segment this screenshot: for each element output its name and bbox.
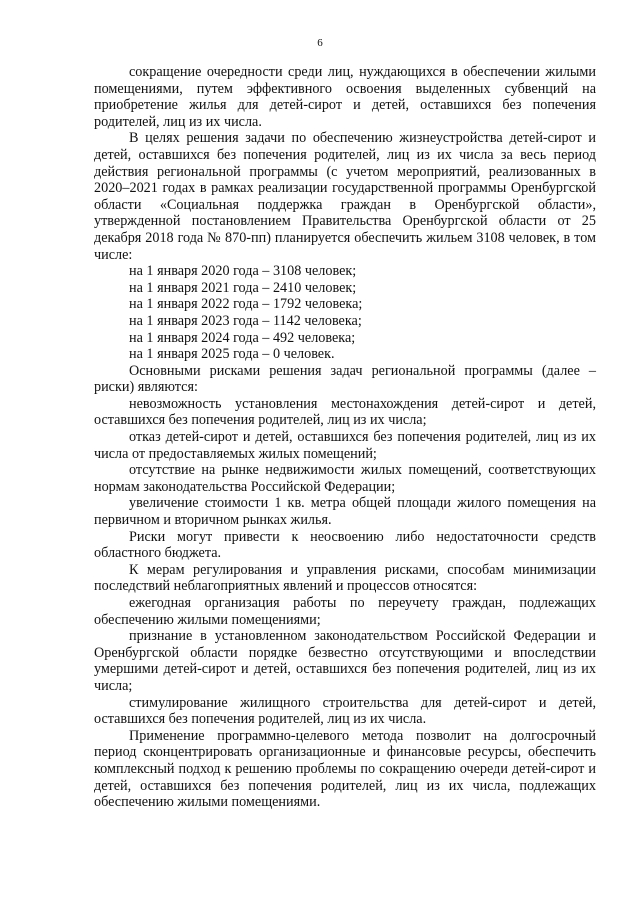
list-item: ежегодная организация работы по переучету граждан, подлежащих обеспечению жилыми помещениями;	[94, 595, 596, 628]
list-item: невозможность установления местонахождения детей-сирот и детей, оставшихся без попечения родителей, лиц из их числа;	[94, 395, 596, 429]
paragraph-risks-consequence: Риски могут привести к неосвоению либо недостаточности средств областного бюджета.	[94, 528, 596, 562]
paragraph-risks-intro: Основными рисками решения задач региональной программы (далее – риски) являются:	[94, 362, 596, 396]
list-item: на 1 января 2024 года – 492 человека;	[129, 329, 356, 346]
paragraph-conclusion: Применение программно-целевого метода позволит на долгосрочный период сконцентрировать организационные и финансовые ресурсы, обеспечить комплексный подход к решению проблемы по сокращению очереди детей-сирот и детей, оставшихся без попечения родителей, лиц из их числа, подлежащих обеспечению жилыми помещениями.	[94, 727, 596, 811]
risks-list	[94, 396, 596, 529]
paragraph-queue-reduction: сокращение очередности среди лиц, нуждающихся в обеспечении жилыми помещениями, путем эффективного освоения выделенных субвенций на приобретение жилья для детей-сирот и детей, оставшихся без попечения родителей, лиц из их числа.	[94, 64, 596, 130]
yearly-targets-list	[94, 263, 596, 363]
list-item: на 1 января 2025 года – 0 человек.	[129, 346, 335, 363]
list-item: отсутствие на рынке недвижимости жилых помещений, соответствующих нормам законодательства Российской Федерации;	[94, 462, 596, 495]
paragraph-measures-intro: К мерам регулирования и управления рисками, способам минимизации последствий неблагоприятных явлений и процессов относятся:	[94, 561, 596, 595]
page-number: 6	[317, 37, 323, 49]
list-item: на 1 января 2022 года – 1792 человека;	[129, 296, 363, 313]
paragraph-housing-goal: В целях решения задачи по обеспечению жизнеустройства детей-сирот и детей, оставшихся без попечения родителей, лиц из их числа за весь период действия региональной программы (с учетом мероприятий, реализованных в 2020–2021 годах в рамках реализации государственной программы Оренбургской области «Социальная поддержка граждан в Оренбургской области», утвержденной постановлением Правительства Оренбургской области от 25 декабря 2018 года № 870-пп) планируется обеспечить жильем 3108 человек, в том числе:	[94, 130, 596, 263]
list-item: отказ детей-сирот и детей, оставшихся без попечения родителей, лиц из их числа от предоставляемых жилых помещений;	[94, 429, 596, 462]
list-item: на 1 января 2021 года – 2410 человек;	[129, 279, 357, 296]
list-item: стимулирование жилищного строительства для детей-сирот и детей, оставшихся без попечения родителей, лиц из их числа.	[94, 694, 596, 728]
list-item: на 1 января 2023 года – 1142 человека;	[129, 312, 362, 329]
document-body	[94, 64, 596, 811]
list-item: на 1 января 2020 года – 3108 человек;	[129, 263, 357, 280]
measures-list	[94, 595, 596, 728]
list-item: признание в установленном законодательством Российской Федерации и Оренбургской области порядке безвестно отсутствующими и впоследствии умершими детей-сирот и детей, оставшихся без попечения родителей, лиц из их числа;	[94, 628, 596, 694]
list-item: увеличение стоимости 1 кв. метра общей площади жилого помещения на первичном и вторичном рынках жилья.	[94, 495, 596, 529]
